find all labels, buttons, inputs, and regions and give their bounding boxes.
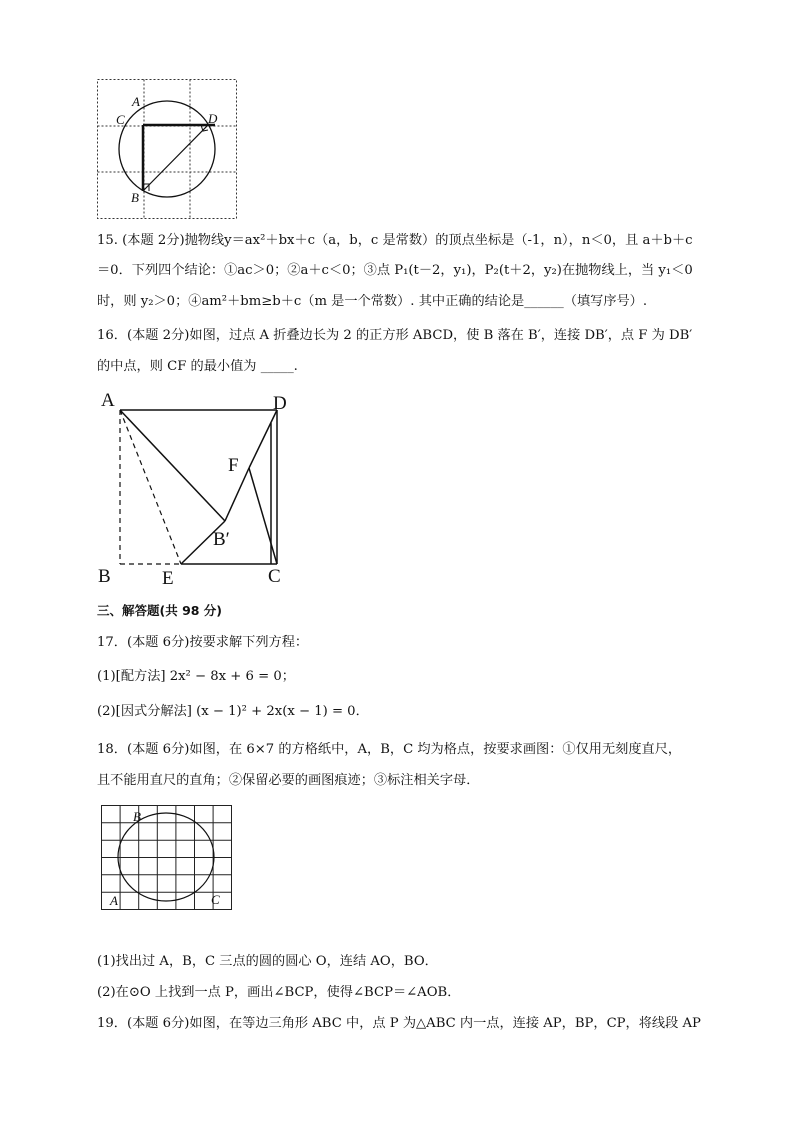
q17-line3: (2)[因式分解法] (x − 1)² + 2x(x − 1) = 0． [97, 704, 369, 719]
figure-folded-square [95, 388, 305, 590]
q18-line1: 18．(本题 6分)如图，在 6×7 的方格纸中，A，B，C 均为格点，按要求画图：①仅用无刻度直尺， [97, 742, 682, 757]
figure2-label-bprime: B′ [213, 529, 230, 550]
figure2-label-c: C [268, 566, 281, 587]
figure-circle-grid [96, 78, 241, 223]
figure2-label-f: F [228, 455, 239, 476]
figure1-circle [119, 101, 215, 197]
q18-line2: 且不能用直尺的直角；②保留必要的画图痕迹；③标注相关字母． [97, 773, 480, 788]
q16-line1: 16．(本题 2分)如图，过点 A 折叠边长为 2 的正方形 ABCD，使 B 落在 B′，连接 DB′，点 F 为 DB′ [97, 328, 693, 343]
figure3-label-b: B [133, 809, 141, 824]
figure1-label-b: B [131, 190, 139, 205]
figure-grid-circle [100, 804, 234, 914]
q17-line2: (1)[配方法] 2x² − 8x + 6 = 0； [97, 669, 295, 684]
figure1-label-d: D [208, 111, 218, 126]
q19-line1: 19．(本题 6分)如图，在等边三角形 ABC 中，点 P 为△ABC 内一点，连接 AP，BP，CP，将线段 AP [97, 1016, 701, 1031]
section-title: 三、解答题(共 98 分) [97, 603, 223, 618]
figure2-label-a: A [101, 390, 115, 411]
q16-line2: 的中点，则 CF 的最小值为 _____. [97, 359, 298, 374]
figure1-label-a: A [132, 94, 140, 109]
figure3-label-a: A [110, 893, 118, 908]
q18-sub1: (1)找出过 A，B，C 三点的圆的圆心 O，连结 AO，BO． [97, 954, 438, 969]
figure1-label-c: C [116, 112, 125, 127]
q15-line1: 15. (本题 2分)抛物线y＝ax²＋bx＋c（a，b，c 是常数）的顶点坐标是（-1，n），n＜0，且 a＋b＋c [97, 233, 693, 248]
figure3-label-c: C [211, 892, 220, 907]
figure2-label-d: D [273, 393, 287, 414]
q18-sub2: (2)在⊙O 上找到一点 P，画出∠BCP，使得∠BCP＝∠AOB． [97, 985, 461, 1000]
q15-line2: ＝0．下列四个结论：①ac＞0；②a＋c＜0；③点 P₁(t－2，y₁)，P₂(t＋2，y₂)在抛物线上，当 y₁＜0 [97, 263, 693, 278]
q15-line3: 时，则 y₂＞0；④am²＋bm≥b＋c（m 是一个常数）. 其中正确的结论是______（填写序号）. [97, 294, 648, 309]
figure2-label-b: B [98, 566, 111, 587]
figure1-segment-bd [143, 124, 209, 191]
q17-line1: 17．(本题 6分)按要求解下列方程： [97, 635, 309, 650]
figure2-label-e: E [162, 568, 174, 589]
